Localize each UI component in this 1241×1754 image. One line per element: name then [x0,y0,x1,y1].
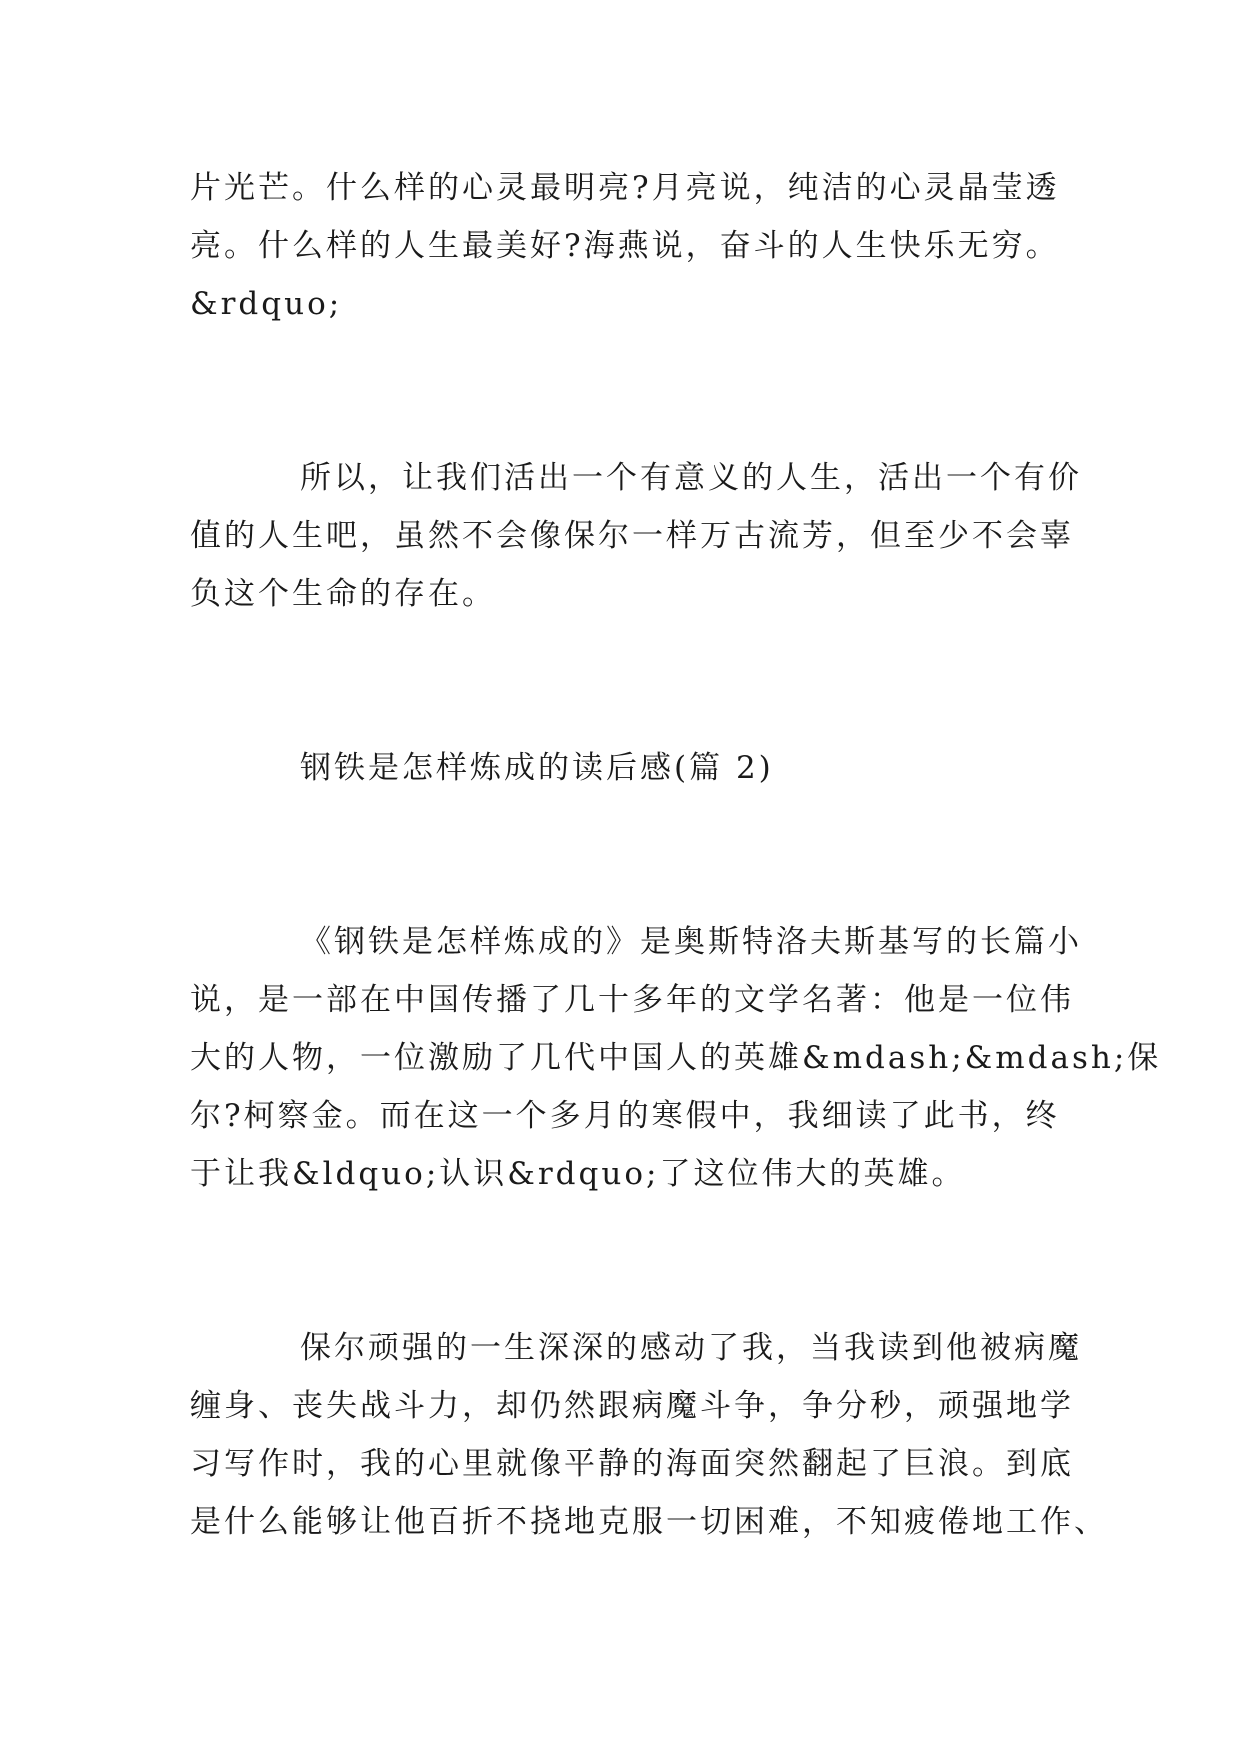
paragraph-line: 《钢铁是怎样炼成的》是奥斯特洛夫斯基写的长篇小 [300,924,1082,960]
paragraph-line: 亮。什么样的人生最美好?海燕说，奋斗的人生快乐无穷。 [190,228,1060,264]
paragraph-line: 习写作时，我的心里就像平静的海面突然翻起了巨浪。到底 [190,1446,1074,1482]
paragraph-line: 说，是一部在中国传播了几十多年的文学名著：他是一位伟 [190,982,1074,1018]
paragraph-line: 片光芒。什么样的心灵最明亮?月亮说，纯洁的心灵晶莹透 [190,170,1060,206]
paragraph-line: 缠身、丧失战斗力，却仍然跟病魔斗争，争分秒，顽强地学 [190,1388,1074,1424]
paragraph-line: &rdquo; [190,286,343,322]
section-heading: 钢铁是怎样炼成的读后感(篇 2) [300,750,774,786]
paragraph-line: 值的人生吧，虽然不会像保尔一样万古流芳，但至少不会辜 [190,518,1074,554]
paragraph-line: 是什么能够让他百折不挠地克服一切困难，不知疲倦地工作、 [190,1504,1108,1540]
paragraph-line: 负这个生命的存在。 [190,576,496,612]
paragraph-line: 尔?柯察金。而在这一个多月的寒假中，我细读了此书，终 [190,1098,1060,1134]
paragraph-line: 于让我&ldquo;认识&rdquo;了这位伟大的英雄。 [190,1156,966,1192]
paragraph-line: 所以，让我们活出一个有意义的人生，活出一个有价 [300,460,1082,496]
paragraph-line: 保尔顽强的一生深深的感动了我，当我读到他被病魔 [300,1330,1082,1366]
paragraph-line: 大的人物，一位激励了几代中国人的英雄&mdash;&mdash;保 [190,1040,1162,1076]
